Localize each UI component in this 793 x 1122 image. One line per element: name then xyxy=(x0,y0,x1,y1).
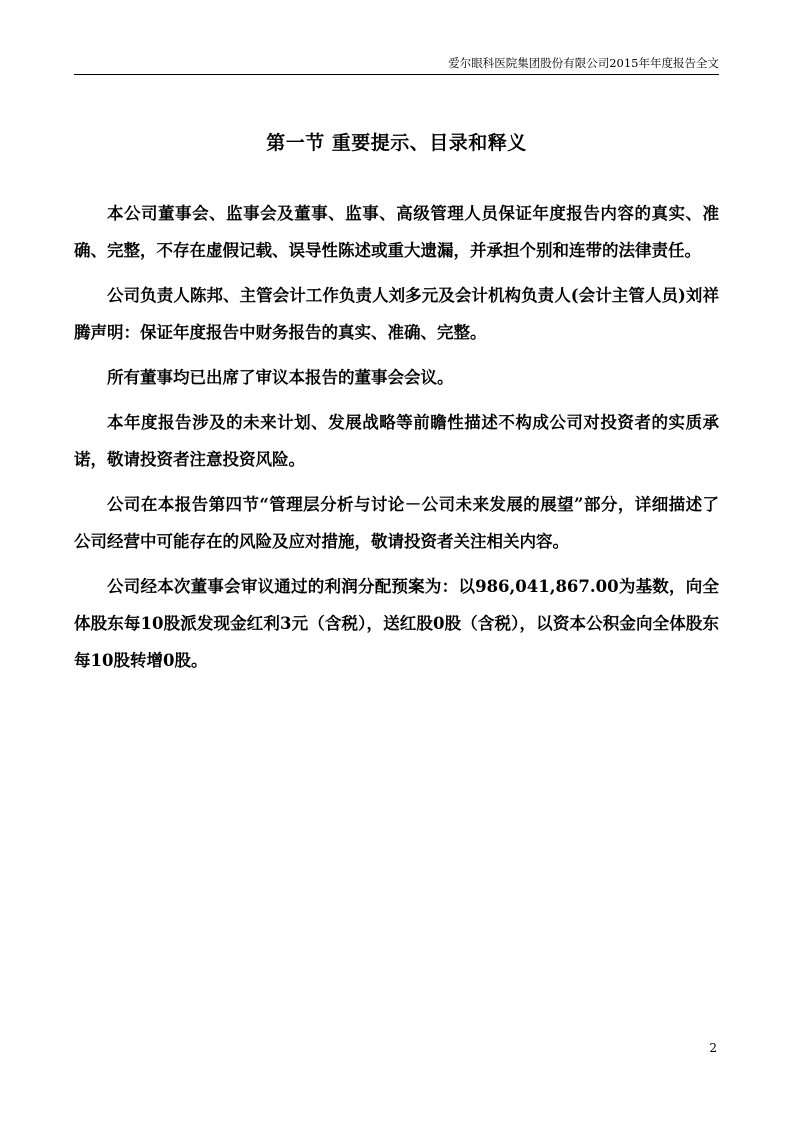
page-header xyxy=(74,54,719,75)
document-body xyxy=(74,195,719,687)
paragraph-risk-notice: 公司在本报告第四节“管理层分析与讨论－公司未来发展的展望”部分，详细描述了公司经营中可能存在的风险及应对措施，敬请投资者关注相关内容。 xyxy=(74,495,719,551)
paragraph-board-guarantee: 本公司董事会、监事会及董事、监事、高级管理人员保证年度报告内容的真实、准确、完整，不存在虚假记载、误导性陈述或重大遗漏，并承担个别和连带的法律责任。 xyxy=(74,204,719,260)
header-title: 爱尔眼科医院集团股份有限公司2015年年度报告全文 xyxy=(448,56,719,70)
paragraph-responsible-persons-statement: 公司负责人陈邦、主管会计工作负责人刘多元及会计机构负责人(会计主管人员)刘祥腾声明：保证年度报告中财务报告的真实、准确、完整。 xyxy=(74,286,719,342)
paragraph-forward-looking-disclaimer: 本年度报告涉及的未来计划、发展战略等前瞻性描述不构成公司对投资者的实质承诺，敬请投资者注意投资风险。 xyxy=(74,413,719,469)
paragraph-directors-attendance: 所有董事均已出席了审议本报告的董事会会议。 xyxy=(107,368,454,387)
section-title: 第一节 重要提示、目录和释义 xyxy=(266,132,527,154)
paragraph-profit-distribution: 公司经本次董事会审议通过的利润分配预案为：以986,041,867.00为基数，向全体股东每10股派发现金红利3元（含税），送红股0股（含税），以资本公积金向全体股东每10股转增0股。 xyxy=(74,577,719,670)
page-number: 2 xyxy=(709,1041,717,1055)
